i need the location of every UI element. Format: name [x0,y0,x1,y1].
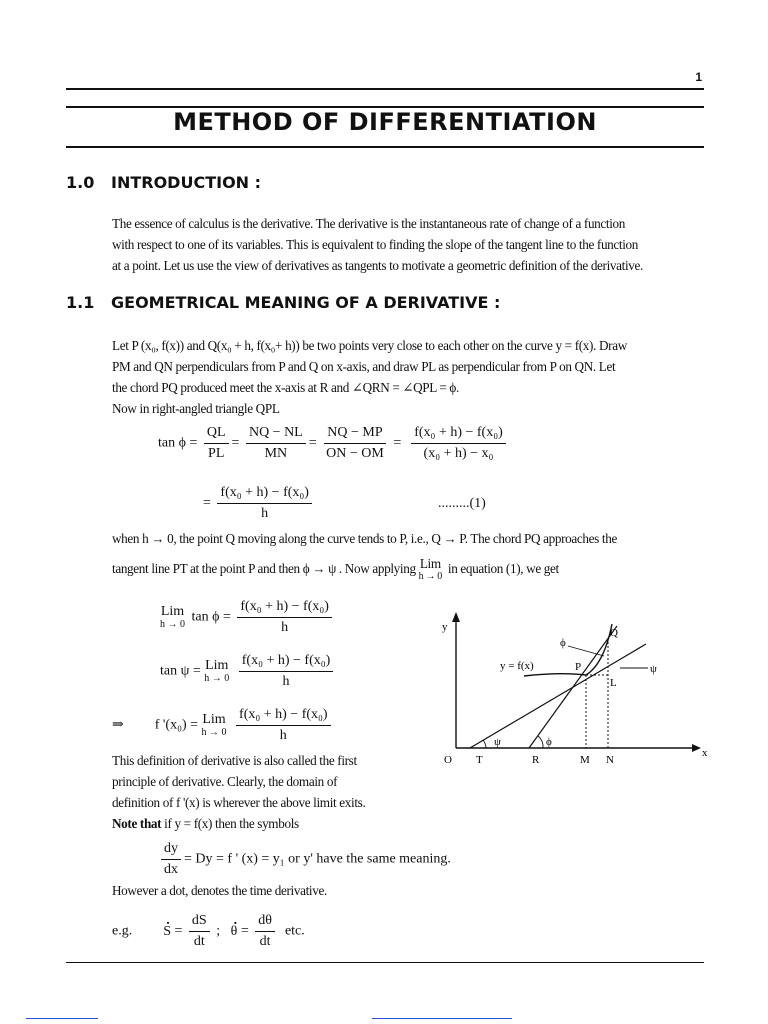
example-label: e.g. [112,923,133,939]
psi-angle-label: ψ [494,736,501,748]
dot-notation-line: However a dot, denotes the time derivative. [112,883,327,898]
psi-label: ψ [650,663,657,675]
denominator: h [282,674,290,689]
fraction-difference-quotient [411,424,506,463]
point-p-label: P [575,661,582,673]
x-axis-label: x [702,747,708,759]
intro-line: with respect to one of its variables. This is equivalent to finding the slope of the tangent line to the function [112,237,639,252]
section-geometrical-meaning [66,293,500,312]
y-axis-arrow [452,612,460,622]
origin-label: O [444,754,452,766]
point-t-label: T [476,754,483,766]
eq-lhs: tan ψ = [160,663,201,679]
theta-dot: . θ [231,924,238,940]
eq-lhs: tan ϕ = [158,435,198,451]
fraction-nq-nl [246,424,306,463]
point-n-label: N [606,754,614,766]
fraction-difference-quotient-h [217,484,312,523]
numerator: f(x₀ + h) − f(x₀) [411,424,506,444]
numerator: f(x₀ + h) − f(x₀) [217,484,312,504]
equation-lim-tan-phi [160,598,335,637]
denominator: MN [264,446,288,461]
numerator: f(x₀ + h) − f(x₀) [239,652,334,672]
denominator: ON − OM [326,446,384,461]
point-r-label: R [532,754,540,766]
equation-one: = $\frac{\text{f(x₀ + h) − f(x₀)}}{h}$ [203,484,315,523]
geometry-paragraph [112,335,706,419]
numerator: QL [204,424,229,444]
section-heading: INTRODUCTION : [111,173,262,192]
lim-subscript: h → 0 [418,571,442,582]
fraction-dy-dx [161,840,181,879]
geo-line: Let P (x₀, f(x)) and Q(x₀ + h, f(x₀+ h)) be two points very close to each other on the curve y = f(x). Draw [112,338,627,353]
lim-subscript: h → 0 [204,672,230,684]
implies-arrow: ⇒ [112,717,124,733]
separator: ; [216,923,221,939]
point-q-label: Q [610,627,618,639]
fraction-nq-mp [323,424,387,463]
intro-line: at a point. Let us use the view of derivatives as tangents to motivate a geometric definition of the derivative. [112,258,643,273]
denominator: h [261,506,269,521]
numerator: f(x₀ + h) − f(x₀) [236,706,331,726]
eq-lhs: tan ϕ = [191,609,231,625]
geo-line: PM and QN perpendiculars from P and Q on x-axis, and draw PL as perpendicular from P on QN. Let [112,359,616,374]
page-title: METHOD OF DIFFERENTIATION [173,108,597,136]
limit-operator [204,659,229,685]
limit-operator [202,713,227,739]
fraction [239,652,334,691]
notation-text: = Dy = f ' (x) = y₁ or y' have the same meaning. [184,851,451,867]
intro-paragraph [112,213,706,276]
eq-lhs: f '(x₀) = [154,717,199,733]
denominator: PL [208,446,225,461]
example-equation: e.g. . S = $\frac{dS}{dt}$ ; . θ = $\frac{d\theta}{dt}$ etc. [112,912,305,951]
section-heading: GEOMETRICAL MEANING OF A DERIVATIVE : [111,293,501,312]
denominator: dt [193,934,205,949]
fraction-ql-pl [204,424,229,463]
s-dot: . S [163,924,171,940]
footer-link-left[interactable] [26,1018,98,1019]
note-label: Note that [112,816,162,831]
fraction [237,598,332,637]
definition-line: This definition of derivative is also called the first [112,753,357,768]
section-number: 1.0 [66,173,95,192]
numerator: NQ − MP [324,424,385,444]
limit-line-text: tangent line PT at the point P and then ϕ → ψ . Now applying [112,561,416,577]
fraction-dtheta-dt [255,912,275,951]
numerator: dS [189,912,210,932]
geo-line: Now in right-angled triangle QPL [112,401,280,416]
psi-angle-arc [483,740,486,748]
phi-angle-label: ϕ [546,736,552,748]
numerator: NQ − NL [246,424,306,444]
curve-label: y = f(x) [500,660,534,672]
equation-label: .........(1) [438,496,486,511]
geo-line: the chord PQ produced meet the x-axis at R and ∠QRN = ∠QPL = ϕ. [112,380,459,395]
point-l-label: L [610,677,617,689]
lim-subscript: h → 0 [201,726,227,738]
limit-line-text: in equation (1), we get [447,561,559,577]
limit-line-2 [112,557,706,583]
note-line [112,813,440,834]
numerator: dθ [255,912,275,932]
intro-line: The essence of calculus is the derivative. The derivative is the instantaneous rate of change of a function [112,216,626,231]
limit-paragraph [112,528,706,583]
y-axis-label: y [442,621,448,633]
top-rule [66,88,704,90]
denominator: dt [259,934,271,949]
definition-line: principle of derivative. Clearly, the domain of [112,774,338,789]
section-number: 1.1 [66,293,95,312]
point-m-label: M [580,754,590,766]
denominator: h [281,620,289,635]
etc-text: etc. [284,923,305,939]
equation-tan-psi [160,652,336,691]
denominator: dx [164,862,178,877]
equation-derivative-definition [112,706,334,745]
x-axis-arrow [692,744,701,752]
page-number: 1 [695,70,702,84]
definition-paragraph [112,750,440,834]
numerator: f(x₀ + h) − f(x₀) [237,598,332,618]
definition-line: definition of f '(x) is wherever the above limit exits. [112,795,366,810]
fraction-ds-dt [189,912,210,951]
lim-word: Lim [202,711,226,727]
equation-tan-phi: tan ϕ = $\frac{QL}{PL}$ = $\frac{NQ - NL}{MN}$ = $\frac{NQ - MP}{ON - OM}$ = $\frac{\text{f(x₀ + h) − f(x₀)}}{\text{(x₀ + h) − x₀}}$ [158,424,509,463]
lim-word: Lim [205,657,229,673]
chord-pq [529,626,617,748]
tangent-chord-figure [420,606,710,774]
denominator: (x₀ + h) − x₀ [423,446,494,461]
limit-line: when h → 0, the point Q moving along the curve tends to P, i.e., Q → P. The chord PQ approaches the [112,531,617,546]
limit-operator [419,557,442,583]
curve-y-fx [524,624,612,676]
note-text: if y = f(x) then the symbols [161,816,299,831]
phi-angle-arc [538,736,543,748]
limit-operator [160,605,185,631]
lim-word: Lim [160,603,185,619]
lim-word: Lim [419,556,441,571]
title-rule-bottom [66,146,704,148]
footer-link-center[interactable] [372,1018,512,1019]
lim-subscript: h → 0 [160,618,185,630]
section-introduction [66,173,261,192]
phi-label: ϕ [560,637,566,649]
notation-equation [158,840,451,879]
fraction [236,706,331,745]
numerator: dy [161,840,181,860]
tangent-line-pt [470,644,646,748]
denominator: h [279,728,287,743]
bottom-rule [66,962,704,963]
